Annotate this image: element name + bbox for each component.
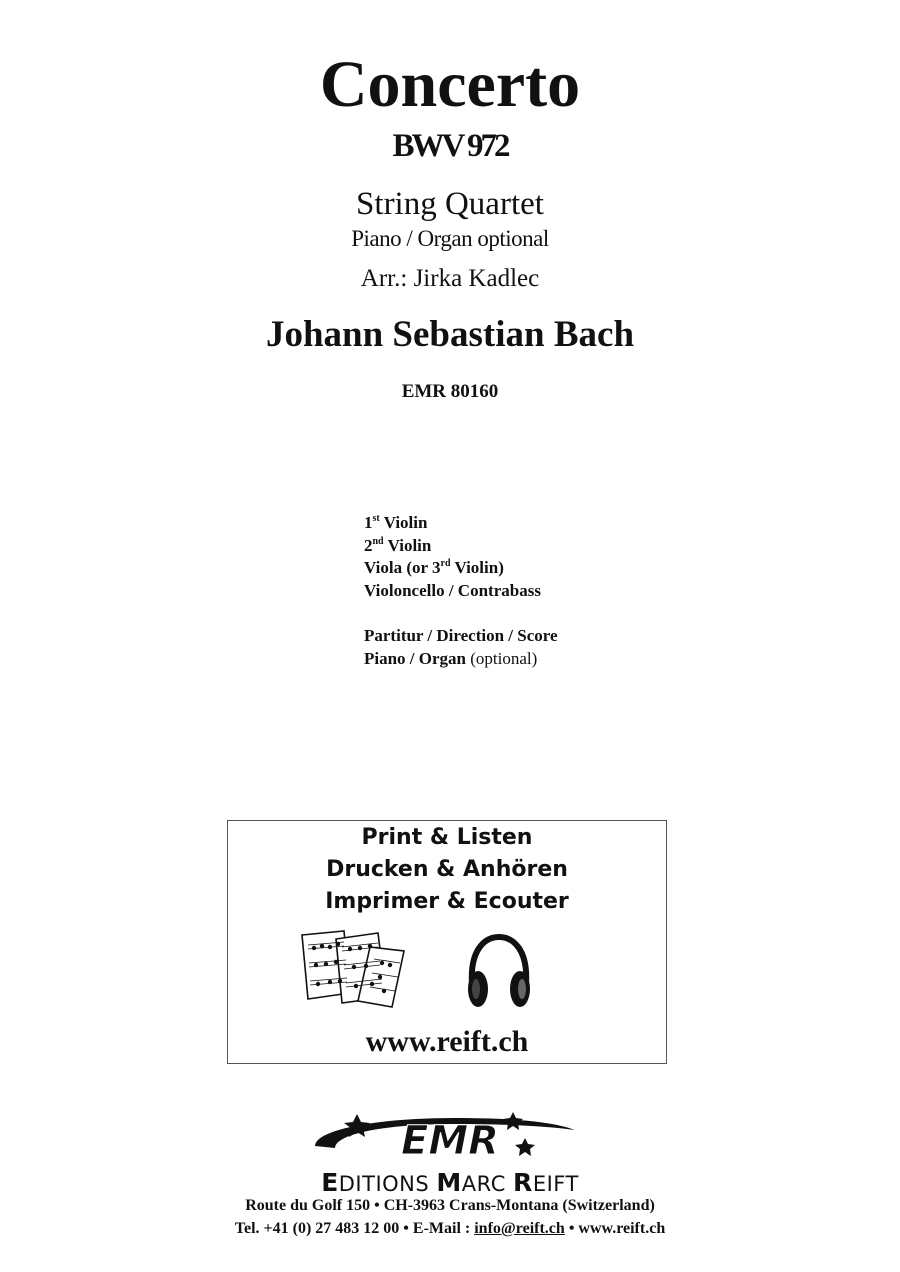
promo-line-fr: Imprimer & Ecouter <box>325 889 569 914</box>
catalog-number: BWV 972 <box>392 128 508 164</box>
ensemble: String Quartet <box>356 186 544 222</box>
part-second-violin: 2nd Violin <box>364 535 432 555</box>
part-viola: Viola (or 3rd Violin) <box>364 558 504 577</box>
part-first-violin: 1st Violin <box>364 513 428 532</box>
promo-line-en: Print & Listen <box>361 825 533 850</box>
score-part: Partitur / Direction / Score <box>364 626 558 645</box>
publisher-name: EDITIONS MARC REIFT <box>321 1168 579 1197</box>
keyboard-part: Piano / Organ (optional) <box>364 648 538 668</box>
publisher-contact: Tel. +41 (0) 27 483 12 00 • E-Mail : info@reift.ch • www.reift.ch <box>234 1220 666 1237</box>
sheet-music-icon <box>300 929 412 1009</box>
optional-instruments: Piano / Organ optional <box>351 226 549 251</box>
composer: Johann Sebastian Bach <box>265 314 635 355</box>
promo-line-de: Drucken & Anhören <box>326 857 568 882</box>
print-listen-box <box>227 820 667 1064</box>
parts-list <box>364 512 541 602</box>
headphones-icon <box>464 933 534 1013</box>
publisher-address: Route du Golf 150 • CH-3963 Crans-Montana (Switzerland) <box>245 1197 655 1214</box>
part-cello: Violoncello / Contrabass <box>364 580 541 600</box>
email-link[interactable]: info@reift.ch <box>474 1220 565 1237</box>
extras-list <box>364 625 558 670</box>
emr-logo <box>255 1108 645 1168</box>
promo-website[interactable]: www.reift.ch <box>365 1025 529 1058</box>
arranger: Arr.: Jirka Kadlec <box>360 265 540 292</box>
title: Concerto <box>319 48 581 121</box>
edition-code: EMR 80160 <box>401 381 499 402</box>
logo-text: EMR <box>401 1118 499 1164</box>
